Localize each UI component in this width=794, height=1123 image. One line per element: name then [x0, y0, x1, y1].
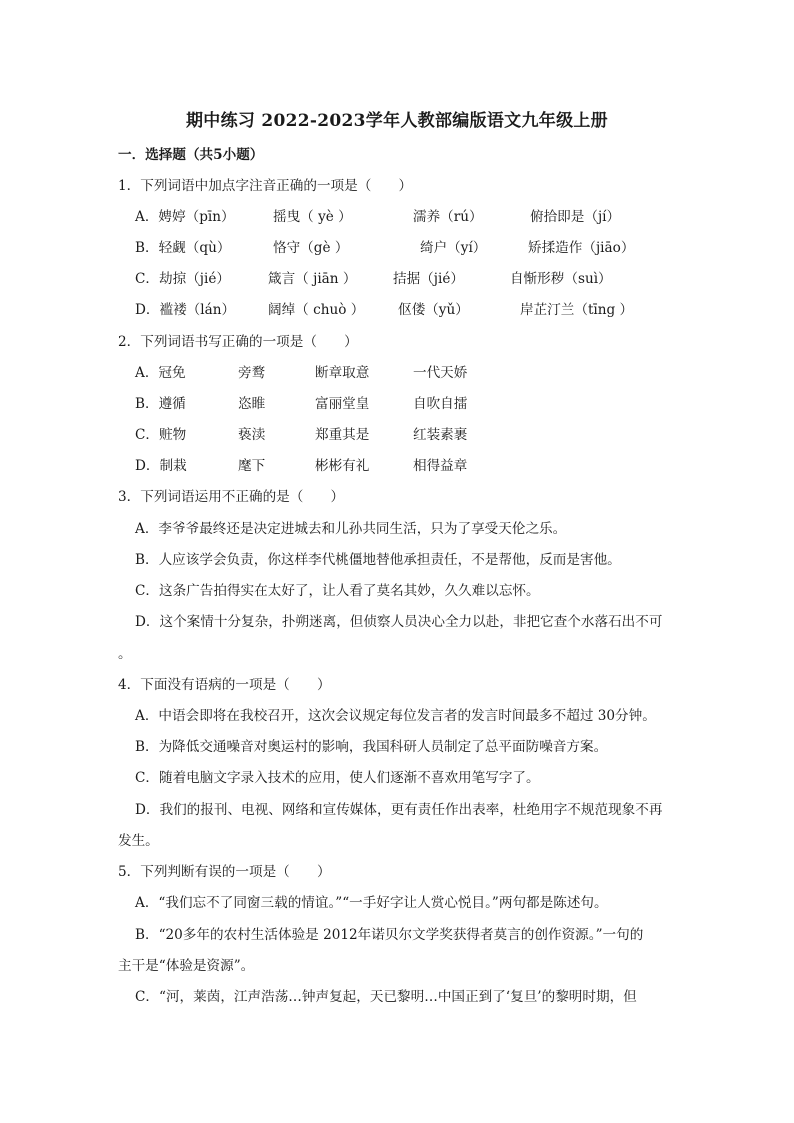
q1-option-c-word4: 自惭形秽（suì）: [510, 271, 612, 287]
q1-option-a-word1: A．娉婷（pīn）: [135, 209, 235, 225]
q2-option-b-word3: 富丽堂皇: [315, 396, 370, 412]
q1-option-b-word2: 恪守（gè ）: [273, 240, 349, 256]
q2-option-c-word2: 亵渎: [238, 427, 266, 443]
q1-option-b-word4: 矫揉造作（jiāo）: [528, 240, 635, 256]
q1-option-a-word2: 摇曳（ yè ）: [273, 209, 352, 225]
q5-option-a: A．“我们忘不了同窗三载的情谊。”“一手好字让人赏心悦目。”两句都是陈述句。: [135, 895, 608, 911]
q3-option-c: C．这条广告拍得实在太好了，让人看了莫名其妙，久久难以忘怀。: [135, 583, 540, 599]
section-heading: 一．选择题（共5小题）: [118, 147, 264, 163]
q2-option-b-word1: B．遵循: [135, 396, 186, 412]
q3-option-d-continued: 。: [118, 646, 132, 662]
q4-option-d: D．我们的报刊、电视、网络和宣传媒体，更有责任作出表率，杜绝用字不规范现象不再: [135, 802, 663, 818]
q2-option-d-word1: D．制栽: [135, 458, 187, 474]
q2-option-d-word3: 彬彬有礼: [315, 458, 370, 474]
q2-option-c-word4: 红装素裹: [413, 427, 468, 443]
question-1-stem: 1．下列词语中加点字注音正确的一项是（ ）: [118, 178, 413, 194]
q4-option-a: A．中语会即将在我校召开，这次会议规定每位发言者的发言时间最多不超过 30分钟。: [135, 708, 656, 724]
question-4-stem: 4．下面没有语病的一项是（ ）: [118, 677, 331, 693]
q5-option-b: B．“20多年的农村生活体验是 2012年诺贝尔文学奖获得者莫言的创作资源。”一句的: [135, 927, 644, 943]
q3-option-a: A．李爷爷最终还是决定进城去和儿孙共同生活，只为了享受天伦之乐。: [135, 521, 567, 537]
q1-option-c-word1: C．劫掠（jié）: [135, 271, 230, 287]
q2-option-d-word2: 麾下: [238, 458, 266, 474]
q2-option-a-word3: 断章取意: [315, 365, 370, 381]
q2-option-c-word3: 郑重其是: [315, 427, 370, 443]
page-title: 期中练习 2022-2023学年人教部编版语文九年级上册: [185, 111, 608, 131]
question-5-stem: 5．下列判断有误的一项是（ ）: [118, 864, 331, 880]
q2-option-b-word2: 恣睢: [238, 396, 266, 412]
question-2-stem: 2．下列词语书写正确的一项是（ ）: [118, 334, 358, 350]
q1-option-a-word3: 濡养（rú）: [413, 209, 483, 225]
q4-option-c: C．随着电脑文字录入技术的应用，使人们逐渐不喜欢用笔写字了。: [135, 770, 540, 786]
q3-option-d: D．这个案情十分复杂，扑朔迷离，但侦察人员决心全力以赴，非把它查个水落石出不可: [135, 614, 663, 630]
q4-option-d-continued: 发生。: [118, 833, 159, 849]
q1-option-a-word4: 俯拾即是（jí）: [530, 209, 621, 225]
q4-option-b: B．为降低交通噪音对奥运村的影响，我国科研人员制定了总平面防噪音方案。: [135, 739, 608, 755]
q2-option-a-word1: A．冠免: [135, 365, 186, 381]
q1-option-b-word3: 绮户（yí）: [420, 240, 487, 256]
q1-option-d-word2: 阔绰（ chuò ）: [268, 302, 365, 318]
question-3-stem: 3．下列词语运用不正确的是（ ）: [118, 489, 345, 505]
q2-option-b-word4: 自吹自擂: [413, 396, 468, 412]
q1-option-c-word3: 拮据（jié）: [393, 271, 464, 287]
q5-option-c: C．“河，莱茵，江声浩荡…钟声复起，天已黎明…中国正到了‘复旦’的黎明时期，但: [135, 989, 637, 1005]
q2-option-c-word1: C．赃物: [135, 427, 187, 443]
q3-option-b: B．人应该学会负责，你这样李代桃僵地替他承担责任，不是帮他，反而是害他。: [135, 552, 621, 568]
q5-option-b-continued: 主干是“体验是资源”。: [118, 958, 255, 974]
q1-option-b-word1: B．轻觑（qù）: [135, 240, 231, 256]
q2-option-d-word4: 相得益章: [413, 458, 468, 474]
q1-option-d-word4: 岸芷汀兰（tīng ）: [520, 302, 634, 318]
q2-option-a-word4: 一代天娇: [413, 365, 468, 381]
q1-option-d-word3: 伛偻（yǔ）: [398, 302, 469, 318]
q1-option-c-word2: 箴言（ jiān ）: [268, 271, 357, 287]
q2-option-a-word2: 旁鹜: [238, 365, 266, 381]
q1-option-d-word1: D．褴褛（lán）: [135, 302, 236, 318]
